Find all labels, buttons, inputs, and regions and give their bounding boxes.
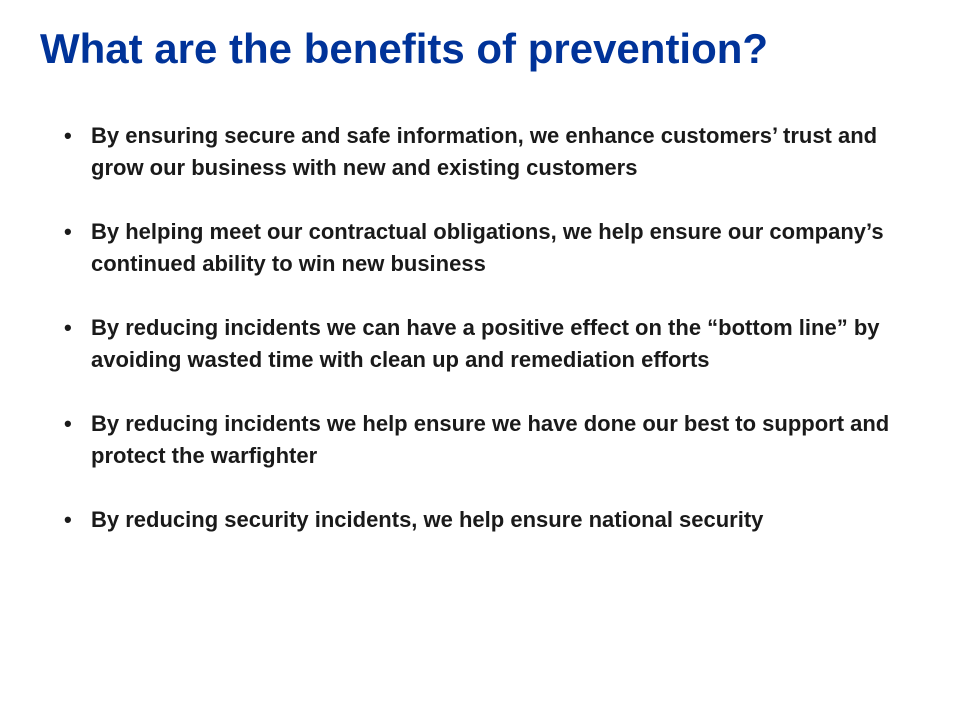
- bullet-text: By reducing incidents we can have a positive effect on the “bottom line” by avoiding wasted time with clean up and remediation efforts: [91, 315, 880, 372]
- bullet-dot-icon: •: [64, 219, 72, 244]
- bullet-dot-icon: •: [64, 123, 72, 148]
- bullet-text: By ensuring secure and safe information, we enhance customers’ trust and grow our business with new and existing customers: [91, 123, 878, 180]
- bullet-item: [64, 312, 914, 376]
- bullet-text: By helping meet our contractual obligations, we help ensure our company’s continued ability to win new business: [91, 219, 884, 276]
- bullet-item: [64, 120, 914, 184]
- bullet-text: By reducing incidents we help ensure we have done our best to support and protect the warfighter: [91, 411, 890, 468]
- slide-title: What are the benefits of prevention?: [40, 25, 769, 72]
- bullet-dot-icon: •: [64, 507, 72, 532]
- bullet-item: [64, 216, 914, 280]
- bullet-dot-icon: •: [64, 315, 72, 340]
- bullet-dot-icon: •: [64, 411, 72, 436]
- bullet-item: [64, 504, 914, 536]
- bullet-item: [64, 408, 914, 472]
- bullet-text: By reducing security incidents, we help ensure national security: [91, 507, 764, 532]
- bullet-list: [64, 120, 914, 568]
